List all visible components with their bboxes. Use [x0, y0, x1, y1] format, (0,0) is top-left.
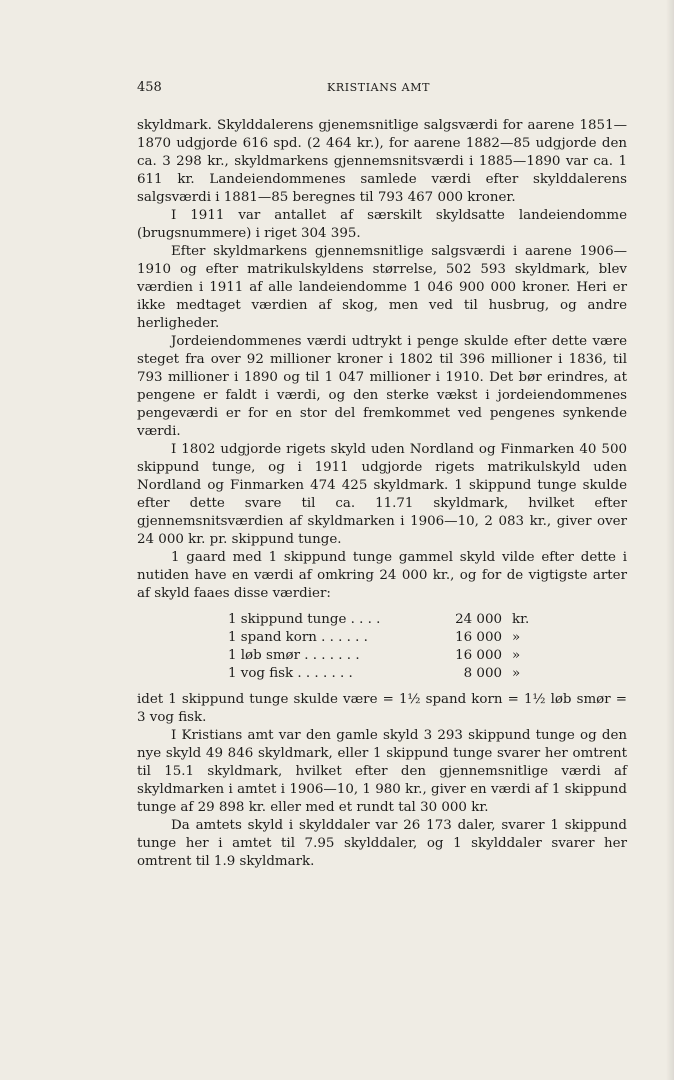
paragraph: Da amtets skyld i skylddaler var 26 173 daler, svarer 1 skippund tunge her i amtet til 7.95 skylddaler, og 1 skylddaler svarer her omtrent til 1.9 skyldmark.	[137, 818, 627, 869]
table-value: 16 000	[455, 648, 502, 663]
page-header	[137, 80, 627, 100]
table-item: 1 skippund tunge . . . .	[228, 612, 381, 627]
table-value: 16 000	[455, 630, 502, 645]
table-item: 1 spand korn . . . . . .	[228, 630, 368, 645]
paragraph: 1 gaard med 1 skippund tunge gammel skyld vilde efter dette i nutiden have en værdi af omkring 24 000 kr., og for de vigtigste arter af skyld faaes disse værdier:	[137, 550, 627, 601]
paragraph: I 1802 udgjorde rigets skyld uden Nordland og Finmarken 40 500 skippund tunge, og i 1911 udgjorde rigets matrikulskyld uden Nordland og Finmarken 474 425 skyldmark. 1 skippund tunge skulde efter dette svare til ca. 11.71 skyldmark, hvilket efter gjennemsnitsværdien af skyldmarken i 1906—10, 2 083 kr., giver over 24 000 kr. pr. skippund tunge.	[137, 442, 627, 547]
table-value: 8 000	[463, 666, 502, 681]
paragraph: skyldmark. Skylddalerens gjenemsnitlige salgsværdi for aarene 1851—1870 udgjorde 616 spd. (2 464 kr.), for aarene 1882—85 udgjorde den ca. 3 298 kr., skyldmarkens gjennemsnitsværdi i 1885—1890 var ca. 1 611 kr. Landeiendommenes samlede værdi efter skylddalerens salgsværdi i 1881—85 beregnes til 793 467 000 kroner.	[137, 118, 627, 205]
table-row	[228, 665, 627, 683]
paragraph: Jordeiendommenes værdi udtrykt i penge skulde efter dette være steget fra over 92 millioner kroner i 1802 til 396 millioner i 1836, til 793 millioner i 1890 og til 1 047 millioner i 1910. Det bør erindres, at pengene er faldt i værdi, og den sterke vækst i jordeiendommenes pengeværdi er for en stor del fremkommet ved pengenes synkende værdi.	[137, 334, 627, 439]
paragraph: idet 1 skippund tunge skulde være = 1½ spand korn = 1½ løb smør = 3 vog fisk.	[137, 692, 627, 725]
table-unit: kr.	[512, 612, 530, 627]
table-row	[228, 629, 627, 647]
page-number: 458	[137, 80, 162, 95]
table-value: 24 000	[455, 612, 502, 627]
table-item: 1 vog fisk . . . . . . .	[228, 666, 353, 681]
page-body	[137, 117, 627, 871]
page-edge-shadow	[666, 0, 674, 1080]
table-item: 1 løb smør . . . . . . .	[228, 648, 360, 663]
table-row	[228, 611, 627, 629]
running-title: KRISTIANS AMT	[327, 81, 431, 94]
paragraph: I 1911 var antallet af særskilt skyldsatte landeiendomme (brugsnummere) i riget 304 395.	[137, 208, 627, 241]
table-unit: »	[512, 666, 521, 681]
table-unit: »	[512, 630, 521, 645]
table-unit: »	[512, 648, 521, 663]
value-table	[228, 611, 627, 683]
table-row	[228, 647, 627, 665]
paragraph: Efter skyldmarkens gjennemsnitlige salgsværdi i aarene 1906—1910 og efter matrikulskyldens størrelse, 502 593 skyldmark, blev værdien i 1911 af alle landeiendomme 1 046 900 000 kroner. Heri er ikke medtaget værdien af skog, men ved til husbrug, og andre herligheder.	[137, 244, 627, 331]
paragraph: I Kristians amt var den gamle skyld 3 293 skippund tunge og den nye skyld 49 846 skyldmark, eller 1 skippund tunge svarer her omtrent til 15.1 skyldmark, hvilket efter den gjennemsnitlige værdi af skyldmarken i amtet i 1906—10, 1 980 kr., giver en værdi af 1 skippund tunge af 29 898 kr. eller med et rundt tal 30 000 kr.	[137, 728, 627, 815]
